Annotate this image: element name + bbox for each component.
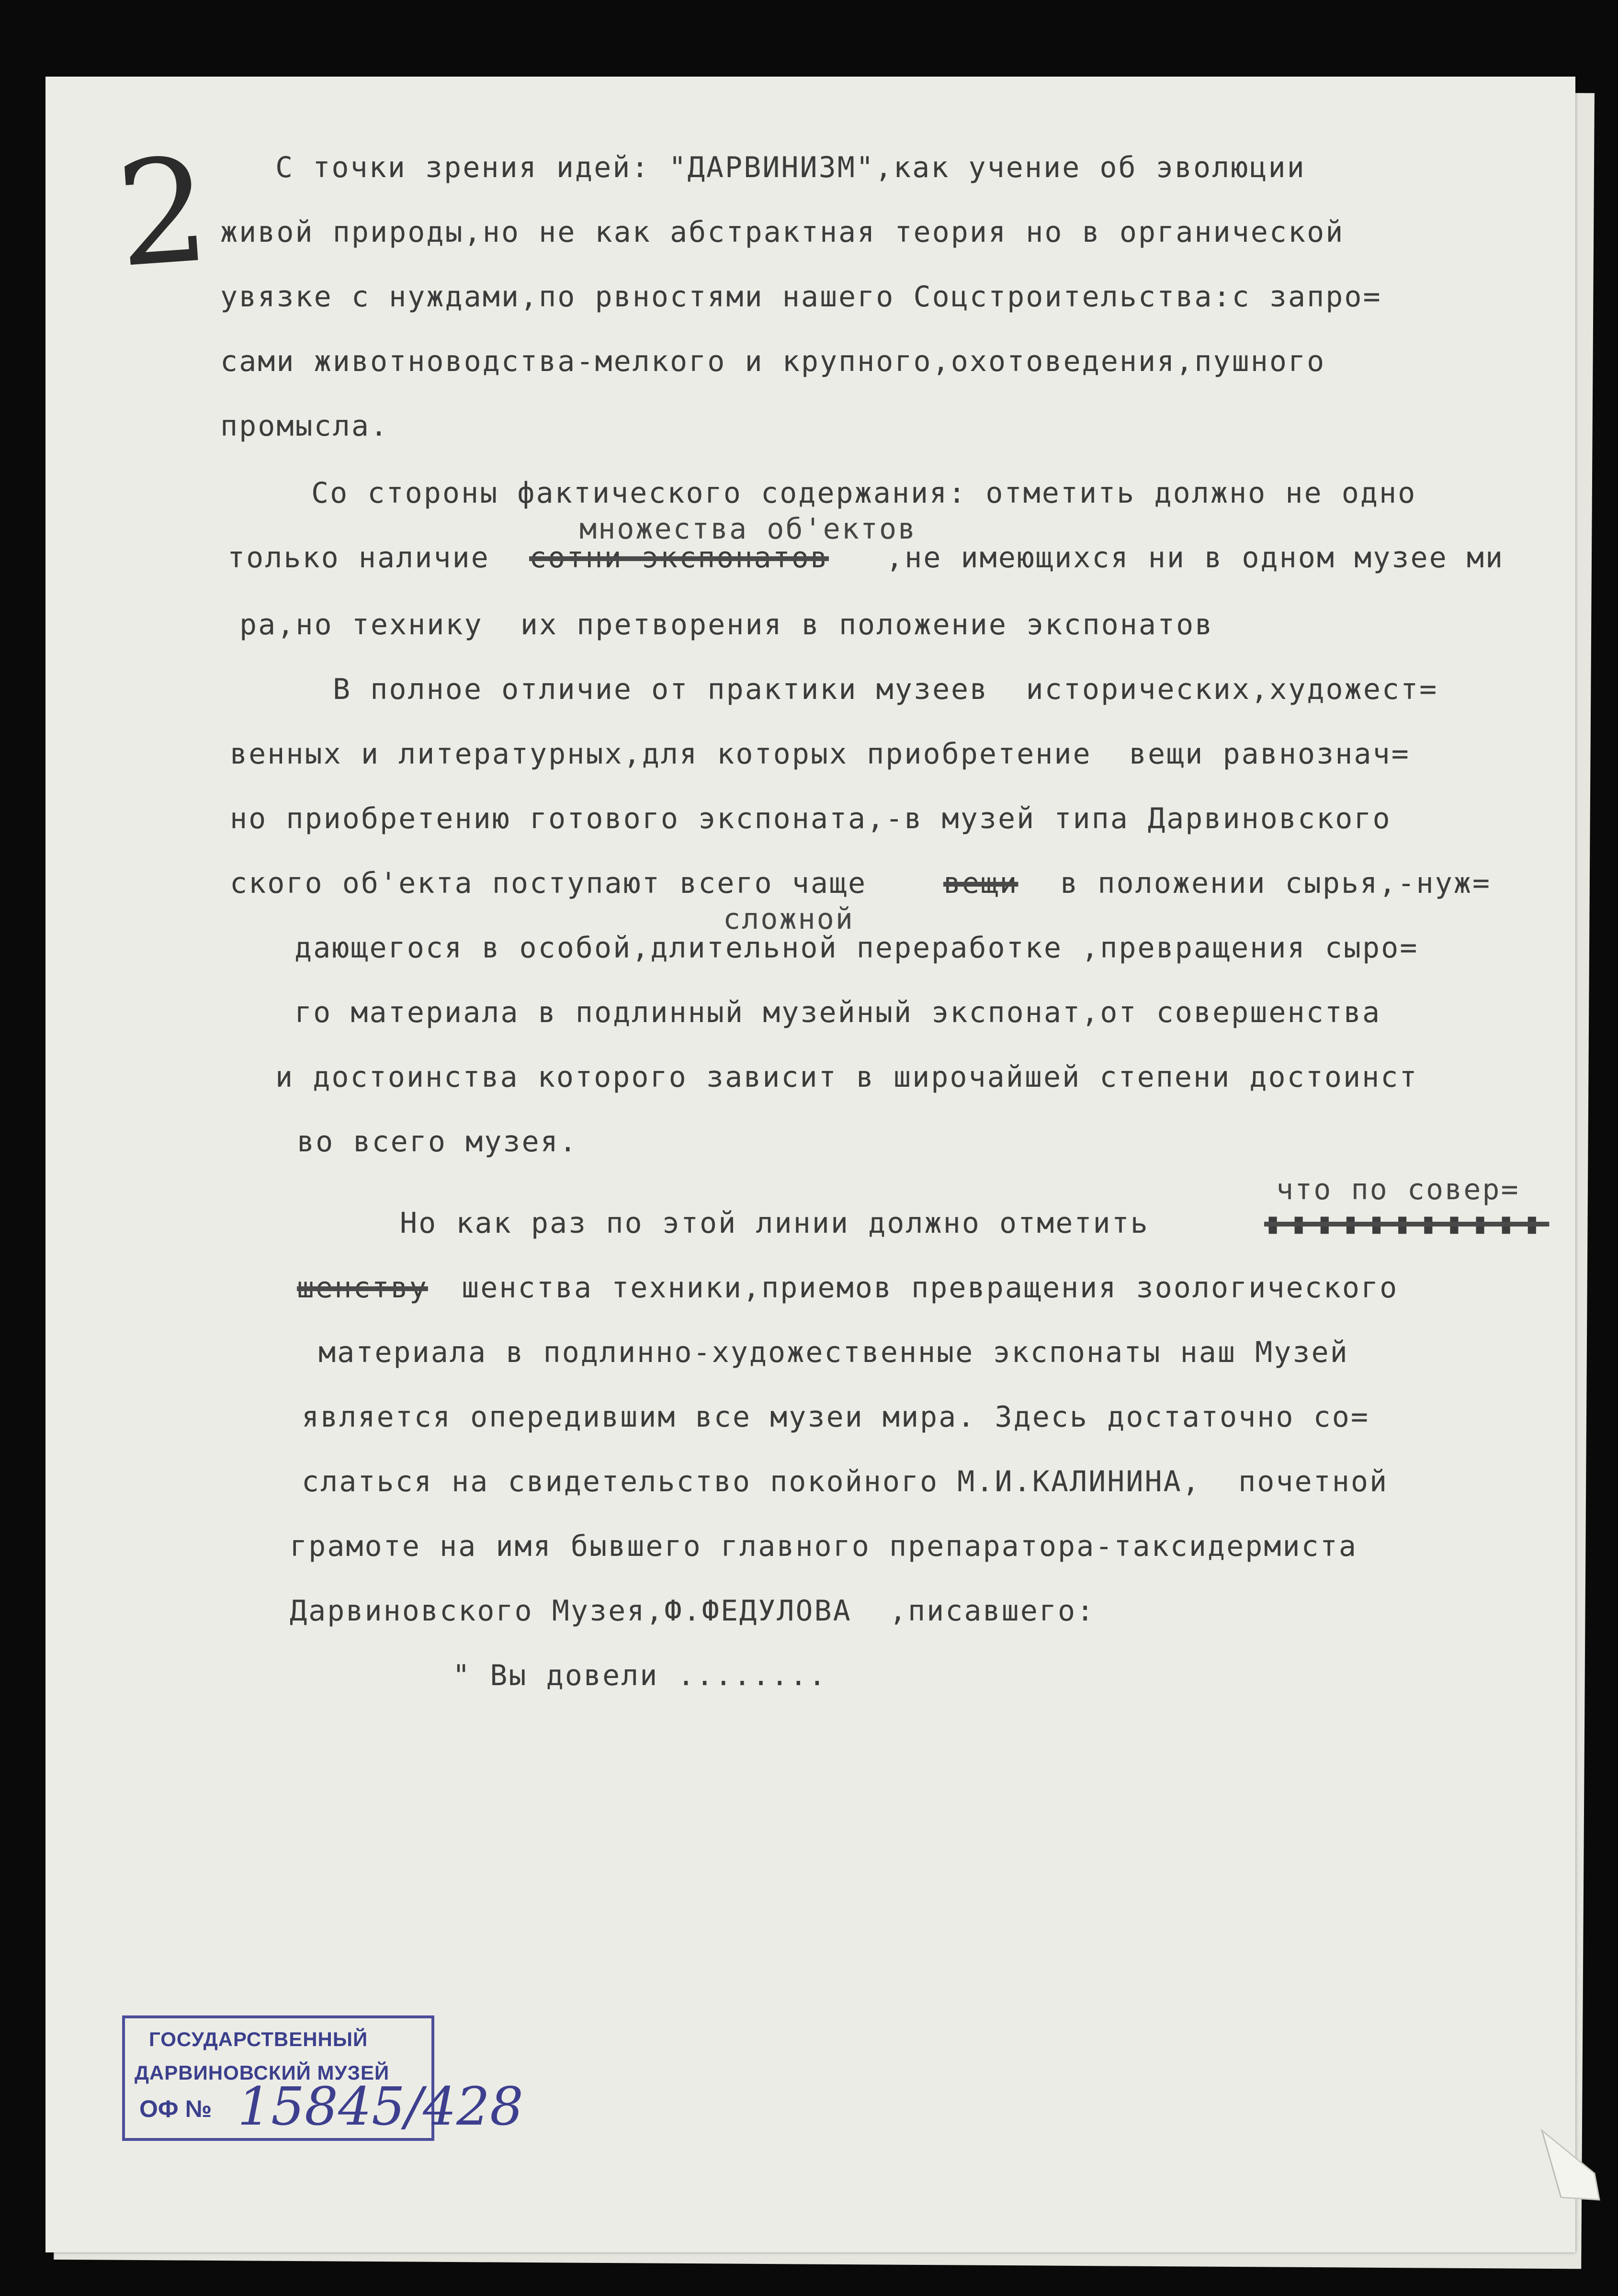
text-line-1: С точки зрения идей: "ДАРВИНИЗМ",как учение об эволюции — [275, 151, 1306, 184]
torn-corner-icon — [1532, 2121, 1604, 2202]
text-line-16: во всего музея. — [297, 1125, 578, 1159]
text-line-7-start: только наличие — [227, 541, 490, 574]
stamp-handwritten-number: 15845/428 — [238, 2076, 523, 2137]
text-line-17: Но как раз по этой линии должно отметить — [400, 1206, 1149, 1240]
text-line-11: но приобретению готового экспоната,-в музей типа Дарвиновского — [230, 802, 1392, 835]
text-line-21: слаться на свидетельство покойного М.И.КАЛИНИНА, почетной — [302, 1465, 1389, 1498]
text-line-2: живой природы,но не как абстрактная теория но в органической — [220, 215, 1345, 249]
text-line-14: го материала в подлинный музейный экспонат,от совершенства — [294, 996, 1381, 1029]
struck-out-word-line-18: шенству — [297, 1271, 428, 1305]
text-line-20: является опередившим все музеи мира. Здесь достаточно со= — [302, 1400, 1370, 1434]
text-line-6: Со стороны фактического содержания: отметить должно не одно — [311, 476, 1417, 510]
stamp-line-2: ДАРВИНОВСКИЙ МУЗЕЙ — [135, 2061, 390, 2084]
stamp-line-1: ГОСУДАРСТВЕННЫЙ — [149, 2028, 368, 2050]
text-line-19: материала в подлинно-художественные экспонаты наш Музей — [318, 1336, 1349, 1369]
text-line-5: промысла. — [220, 409, 389, 443]
insertion-above-line-17: что по совер= — [1276, 1173, 1520, 1206]
handwritten-page-number: 2 — [112, 126, 215, 300]
text-line-23: Дарвиновского Музея,Ф.ФЕДУЛОВА ,писавшего: — [290, 1594, 1096, 1628]
text-line-3: увязке с нуждами,по рвностями нашего Соцстроительства:с запро= — [220, 280, 1382, 314]
text-line-24: " Вы довели ........ — [453, 1659, 827, 1692]
text-line-7-end: ,не имеющихся ни в одном музее ми — [886, 541, 1505, 574]
stamp-line-3: ОФ № — [139, 2095, 212, 2122]
text-line-13: дающегося в особой,длительной переработке ,превращения сыро= — [294, 931, 1419, 965]
text-line-18: шенства техники,приемов превращения зоологического — [443, 1271, 1399, 1305]
museum-inventory-stamp — [122, 2015, 523, 2141]
struck-out-word-line-12: вещи — [943, 867, 1018, 900]
struck-out-text-line-17: ▮▮▮▮▮▮▮▮▮▮▮ — [1264, 1206, 1550, 1240]
text-line-15: и достоинства которого зависит в широчайшей степени достоинст — [275, 1060, 1418, 1094]
text-line-9: В полное отличие от практики музеев исторических,художест= — [333, 673, 1438, 706]
typed-page — [45, 77, 1575, 2252]
insertion-above-line-13: сложной — [723, 902, 854, 936]
text-line-4: сами животноводства-мелкого и крупного,охотоведения,пушного — [220, 345, 1326, 378]
text-line-10: венных и литературных,для которых приобретение вещи равнознач= — [230, 737, 1410, 771]
insertion-above-line-7: множества об'ектов — [579, 512, 917, 546]
text-line-8: ра,но технику их претворения в положение экспонатов — [239, 608, 1214, 642]
struck-out-text-line-7: сотни экспонатов — [529, 541, 829, 574]
text-line-12-start: ского об'екта поступают всего чаще — [230, 867, 867, 900]
text-line-22: грамоте на имя бывшего главного препаратора-таксидермиста — [290, 1530, 1358, 1563]
text-line-12-end: в положении сырья,-нуж= — [1041, 867, 1491, 900]
